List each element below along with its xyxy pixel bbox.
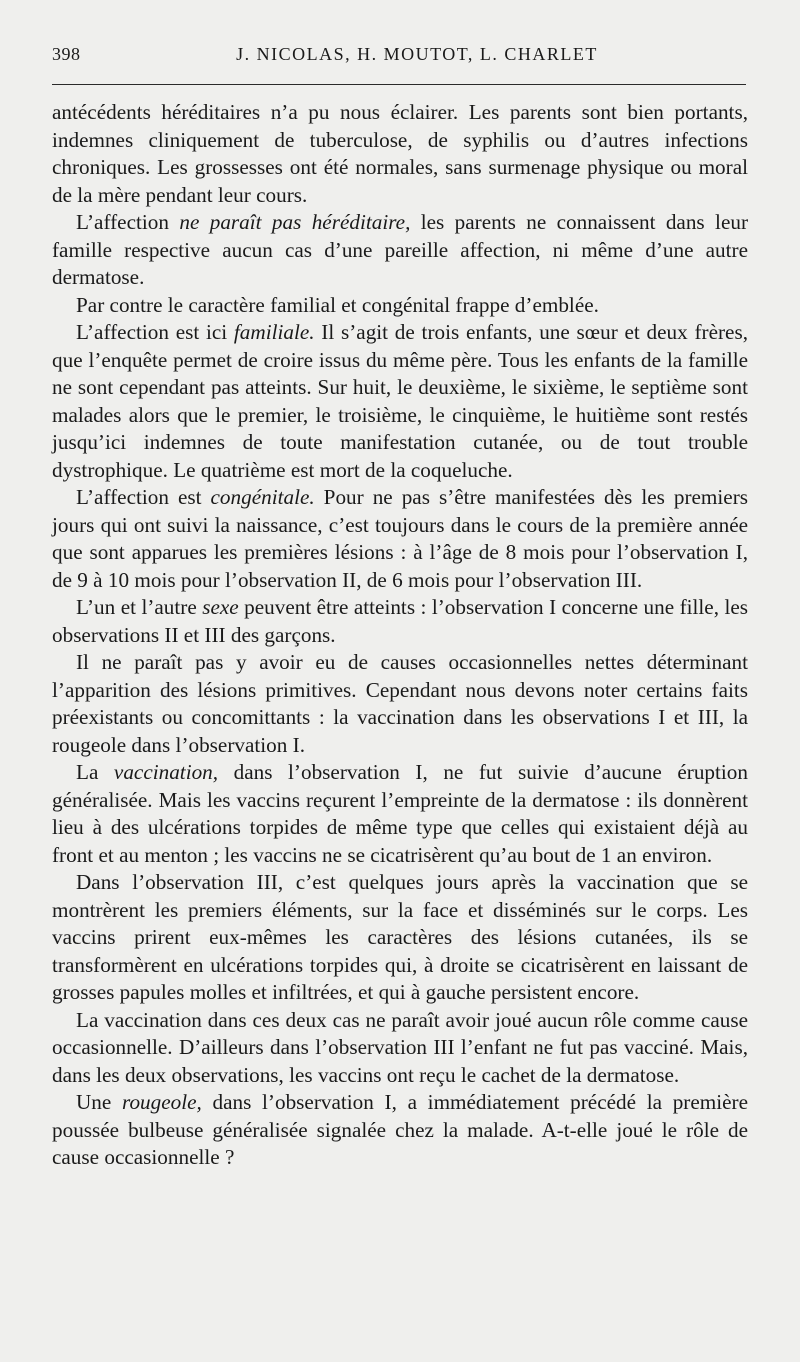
running-head-authors: J. NICOLAS, H. MOUTOT, L. CHARLET xyxy=(236,44,598,64)
paragraph-9: Dans l’observation III, c’est quelques jours après la vaccination que se montrèrent les premiers éléments, sur la face et disséminés sur le corps. Les vaccins prirent eux-mêmes les caractères des lésions cutanées, ils se transformèrent en ulcérations torpides qui, à droite se cicatrisèrent en laissant de grosses papules molles et infiltrées, et qui à gauche persistent encore. xyxy=(52,870,748,1004)
paragraph-2: L’affection ne paraît pas héréditaire, les parents ne connaissent dans leur famille respective aucun cas d’une pareille affection, ni même d’une autre dermatose. xyxy=(52,210,748,289)
paragraph-5: L’affection est congénitale. Pour ne pas s’être manifestées dès les premiers jours qui ont suivi la naissance, c’est toujours dans le cours de la première année que sont apparues les premières lésions : à l’âge de 8 mois pour l’observation I, de 9 à 10 mois pour l’observation II, de 6 mois pour l’observation III. xyxy=(52,485,748,592)
page-number: 398 xyxy=(52,44,81,64)
paragraph-3: Par contre le caractère familial et congénital frappe d’emblée. xyxy=(76,292,599,317)
emphasis: vaccination, xyxy=(113,760,219,784)
emphasis: familiale. xyxy=(233,320,315,344)
emphasis: congénitale. xyxy=(210,485,315,509)
paragraph-1: antécédents héréditaires n’a pu nous éclairer. Les parents sont bien portants, indemnes cliniquement de tuberculose, de syphilis ou d’autres infections chroniques. Les grossesses ont été normales, sans surmenage physique ou moral de la mère pendant leur cours. xyxy=(52,100,748,207)
paragraph-11: Une rougeole, dans l’observation I, a immédiatement précédé la première poussée bulbeuse généralisée signalée chez la malade. A-t-elle joué le rôle de cause occasionnelle ? xyxy=(52,1090,748,1169)
emphasis: rougeole, xyxy=(122,1090,202,1114)
paragraph-10: La vaccination dans ces deux cas ne paraît avoir joué aucun rôle comme cause occasionnelle. D’ailleurs dans l’observation III l’enfant ne fut pas vacciné. Mais, dans les deux observations, les vaccins ont reçu le cachet de la dermatose. xyxy=(52,1007,748,1087)
paragraph-8: La vaccination, dans l’observation I, ne fut suivie d’aucune éruption généralisée. Mais les vaccins reçurent l’empreinte de la dermatose : ils donnèrent lieu à des ulcérations torpides de même type que celles qui existaient déjà au front et au menton ; les vaccins ne se cicatrisèrent qu’au bout de 1 an environ. xyxy=(52,760,748,867)
paragraph-4: L’affection est ici familiale. Il s’agit de trois enfants, une sœur et deux frères, que l’enquête permet de croire issus du même père. Tous les enfants de la famille ne sont cependant pas atteints. Sur huit, le deuxième, le sixième, le septième sont malades alors que le premier, le troisième, le cinquième, le huitième sont restés jusqu’ici indemnes de toute manifestation cutanée, ou de tout trouble dystrophique. Le quatrième est mort de la coqueluche. xyxy=(52,320,748,482)
paragraph-6: L’un et l’autre sexe peuvent être atteints : l’observation I concerne une fille, les observations II et III des garçons. xyxy=(52,595,748,647)
header-rule xyxy=(52,84,746,85)
body-text xyxy=(52,99,748,1172)
emphasis: sexe xyxy=(202,595,239,619)
page-header xyxy=(52,44,752,70)
paragraph-7: Il ne paraît pas y avoir eu de causes occasionnelles nettes déterminant l’apparition des lésions primitives. Cependant nous devons noter certains faits préexistants ou concomittants : la vaccination dans les observations I et III, la rougeole dans l’observation I. xyxy=(52,650,748,757)
emphasis: ne paraît pas héréditaire, xyxy=(179,210,411,234)
